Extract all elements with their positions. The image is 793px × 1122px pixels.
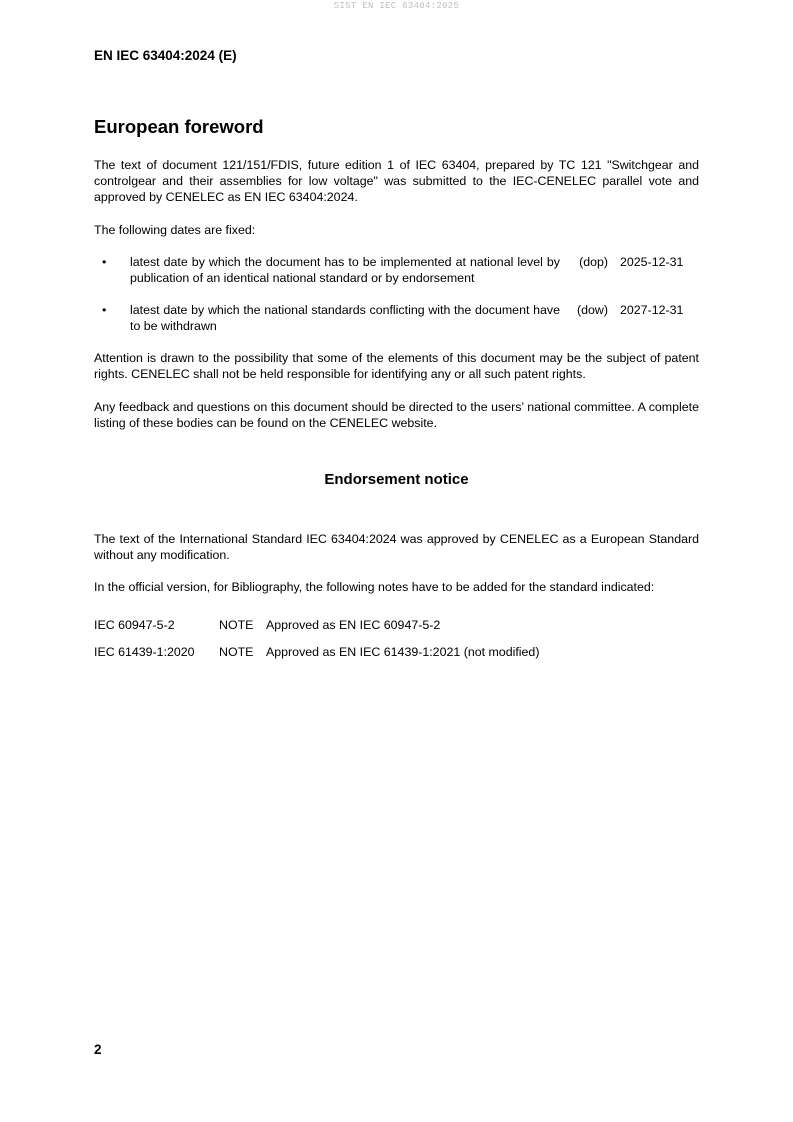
foreword-intro: The text of document 121/151/FDIS, future edition 1 of IEC 63404, prepared by TC 121 "Switchgear and controlgear and their assemblies for low voltage" was submitted to the IEC-CENELEC parallel vote and approved by CENELEC as EN IEC 63404:2024. xyxy=(94,158,699,204)
date-item-text: latest date by which the national standards conflicting with the document have to be withdrawn xyxy=(130,303,560,333)
feedback-note: Any feedback and questions on this document should be directed to the users’ national committee. A complete listing of these bodies can be found on the CENELEC website. xyxy=(94,400,699,430)
endorsement-text: The text of the International Standard IEC 63404:2024 was approved by CENELEC as a European Standard without any modification. xyxy=(94,532,699,562)
note-text: Approved as EN IEC 60947-5-2 xyxy=(266,618,441,632)
date-item-date: 2025-12-31 xyxy=(620,255,684,269)
note-label: NOTE xyxy=(219,645,254,659)
document-id: EN IEC 63404:2024 (E) xyxy=(94,48,237,63)
date-item-date: 2027-12-31 xyxy=(620,303,684,317)
date-item-code: (dop) xyxy=(579,255,608,269)
note-label: NOTE xyxy=(219,618,254,632)
bibliography-intro: In the official version, for Bibliography, the following notes have to be added for the standard indicated: xyxy=(94,580,655,594)
bullet-icon: • xyxy=(102,255,107,269)
note-ref: IEC 61439-1:2020 xyxy=(94,645,195,659)
foreword-title: European foreword xyxy=(94,116,264,137)
endorsement-title: Endorsement notice xyxy=(324,471,469,488)
note-ref: IEC 60947-5-2 xyxy=(94,618,175,632)
watermark: SIST EN IEC 63404:2025 xyxy=(333,1,460,11)
patent-note: Attention is drawn to the possibility that some of the elements of this document may be the subject of patent rights. CENELEC shall not be held responsible for identifying any or all such patent rights. xyxy=(94,351,699,381)
date-item-code: (dow) xyxy=(577,303,608,317)
page-number: 2 xyxy=(94,1042,102,1057)
dates-intro: The following dates are fixed: xyxy=(94,223,256,237)
note-text: Approved as EN IEC 61439-1:2021 (not modified) xyxy=(266,645,540,659)
date-item-text: latest date by which the document has to be implemented at national level by publication of an identical national standard or by endorsement xyxy=(130,255,560,285)
bullet-icon: • xyxy=(102,303,107,317)
